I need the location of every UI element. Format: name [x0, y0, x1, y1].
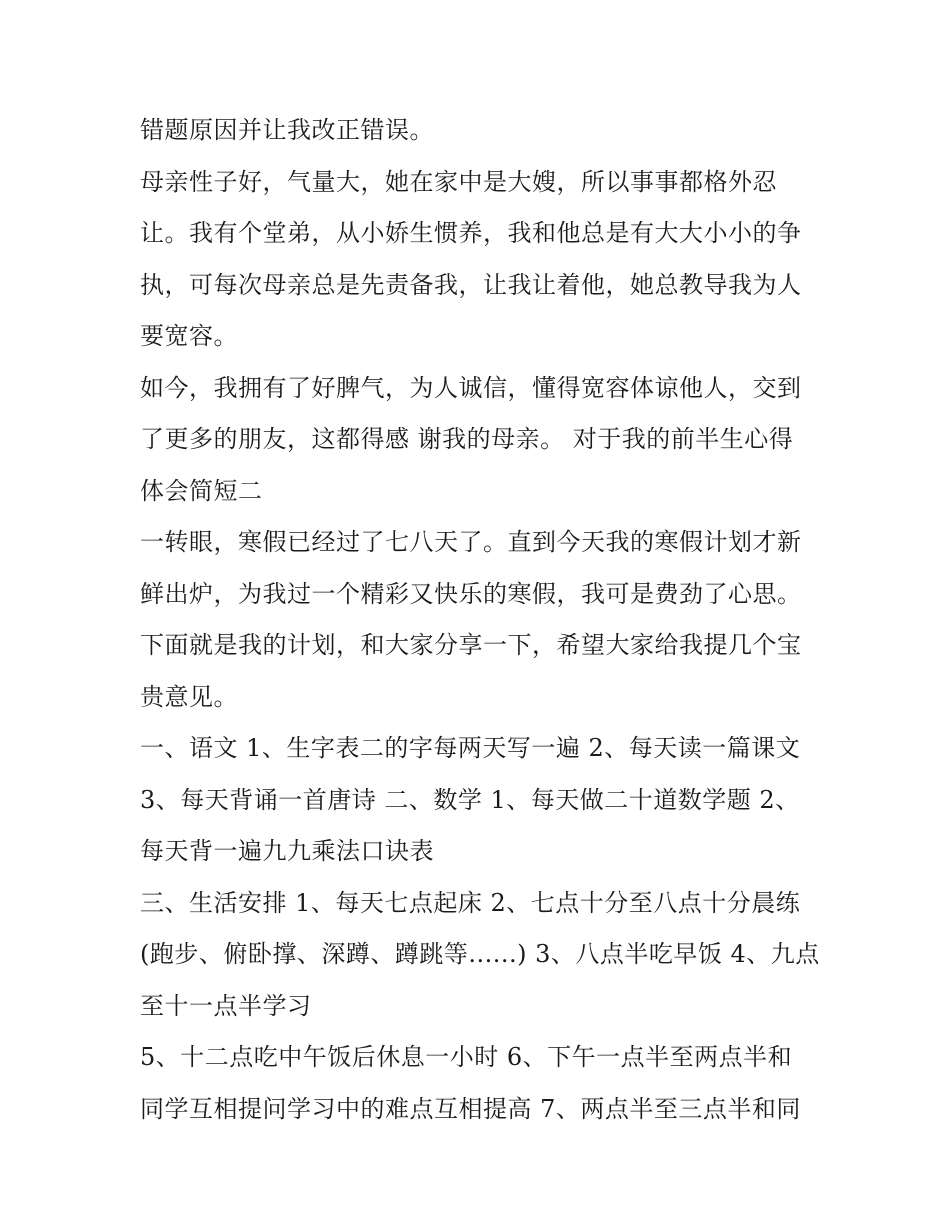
text-line: 执，可每次母亲总是先责备我，让我让着他，她总教导我为人 [140, 270, 802, 299]
text-line: 如今，我拥有了好脾气，为人诚信，懂得宽容体谅他人，交到 [140, 373, 802, 402]
text-line: 让。我有个堂弟，从小娇生惯养，我和他总是有大大小小的争 [140, 219, 802, 247]
text-line: 3、每天背诵一首唐诗 二、数学 1、每天做二十道数学题 2、 [140, 785, 800, 814]
text-line: 贵意见。 [140, 682, 238, 711]
text-line: 母亲性子好，气量大，她在家中是大嫂，所以事事都格外忍 [140, 167, 777, 196]
text-line: 同学互相提问学习中的难点互相提高 7、两点半至三点半和同 [140, 1094, 801, 1123]
text-line: 至十一点半学习 [140, 991, 312, 1020]
text-line: 鲜出炉，为我过一个精彩又快乐的寒假，我可是费劲了心思。 [140, 579, 802, 608]
text-line: 每天背一遍九九乘法口诀表 [140, 837, 434, 865]
text-line: 下面就是我的计划，和大家分享一下，希望大家给我提几个宝 [140, 631, 802, 659]
text-line: 了更多的朋友，这都得感 谢我的母亲。 对于我的前半生心得 [140, 425, 794, 453]
text-line: 三、生活安排 1、每天七点起床 2、七点十分至八点十分晨练 [140, 888, 801, 917]
text-line: 5、十二点吃中午饭后休息一小时 6、下午一点半至两点半和 [140, 1043, 793, 1071]
text-line: (跑步、俯卧撑、深蹲、蹲跳等......) 3、八点半吃早饭 4、九点 [140, 940, 820, 968]
document-body [140, 108, 830, 1138]
text-line: 错题原因并让我改正错误。 [140, 116, 434, 144]
text-line: 体会简短二 [140, 476, 263, 505]
text-line: 一、语文 1、生字表二的字每两天写一遍 2、每天读一篇课文 [140, 734, 801, 762]
text-line: 一转眼，寒假已经过了七八天了。直到今天我的寒假计划才新 [140, 528, 802, 556]
text-line: 要宽容。 [140, 322, 238, 350]
